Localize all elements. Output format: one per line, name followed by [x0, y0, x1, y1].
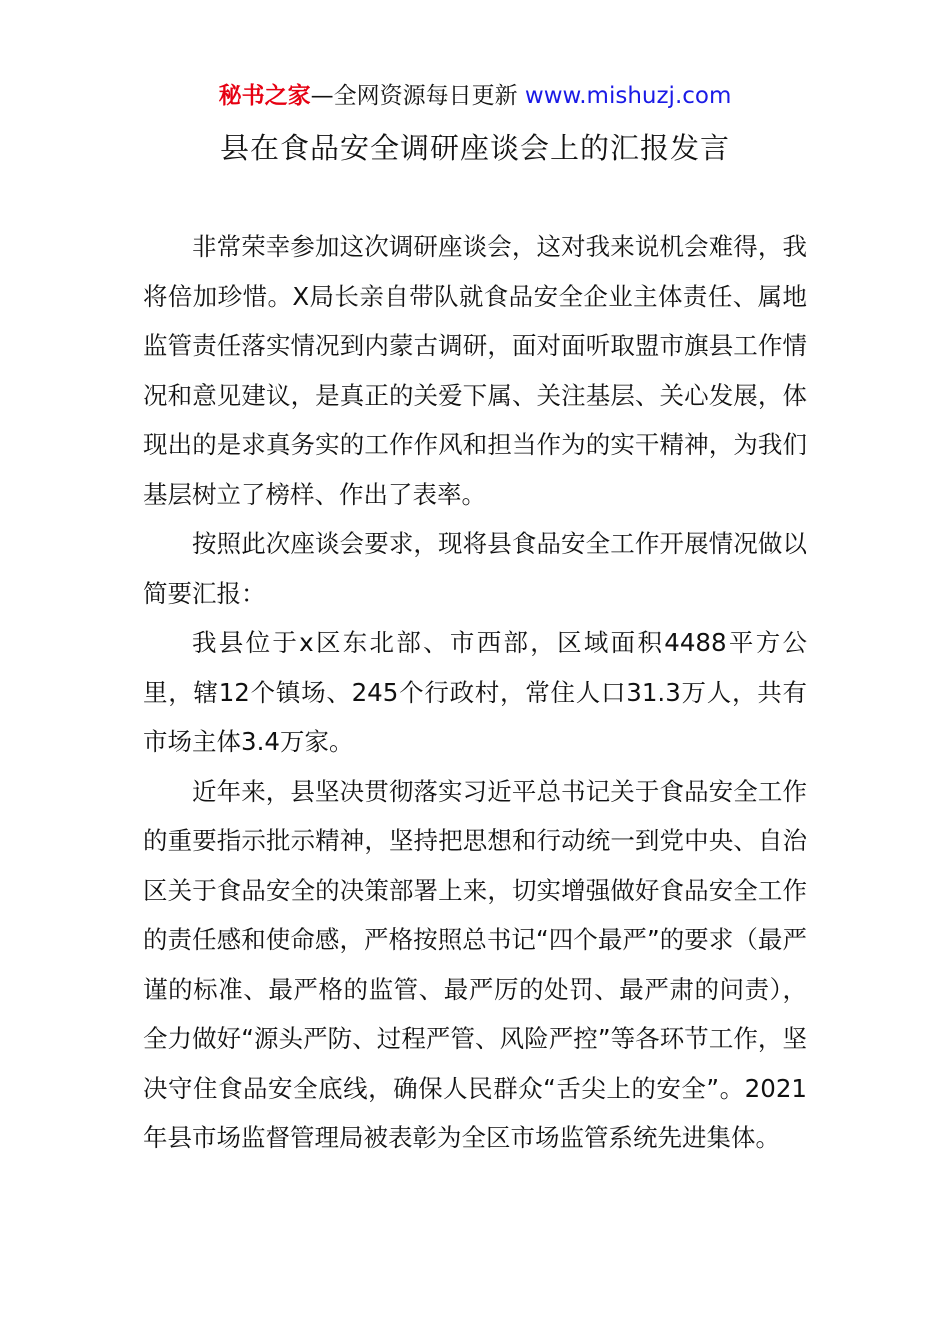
document-body [143, 222, 807, 1163]
paragraph-recent-work: 近年来，县坚决贯彻落实习近平总书记关于食品安全工作的重要指示批示精神，坚持把思想和行动统一到党中央、自治区关于食品安全的决策部署上来，切实增强做好食品安全工作的责任感和使命感，严格按照总书记“四个最严”的要求（最严谨的标准、最严格的监管、最严厉的处罚、最严肃的问责），全力做好“源头严防、过程严管、风险严控”等各环节工作，坚决守住食品安全底线，确保人民群众“舌尖上的安全”。2021年县市场监督管理局被表彰为全区市场监管系统先进集体。 [143, 776, 807, 1152]
paragraph-report-request: 按照此次座谈会要求，现将县食品安全工作开展情况做以简要汇报： [143, 529, 807, 608]
paragraph-county-overview: 我县位于x区东北部、市西部，区域面积4488平方公里，辖12个镇场、245个行政村，常住人口31.3万人，共有市场主体3.4万家。 [143, 628, 807, 756]
paragraph-intro: 非常荣幸参加这次调研座谈会，这对我来说机会难得，我将倍加珍惜。X局长亲自带队就食品安全企业主体责任、属地监管责任落实情况到内蒙古调研，面对面听取盟市旗县工作情况和意见建议，是真正的关爱下属、关注基层、关心发展，体现出的是求真务实的工作作风和担当作为的实干精神，为我们基层树立了榜样、作出了表率。 [143, 232, 807, 509]
site-brand: 秘书之家 [218, 83, 311, 109]
document-title: 县在食品安全调研座谈会上的汇报发言 [219, 131, 730, 165]
site-header [0, 80, 950, 112]
site-url-link[interactable]: www.mishuzj.com [524, 83, 732, 109]
site-tagline: —全网资源每日更新 [310, 83, 518, 109]
